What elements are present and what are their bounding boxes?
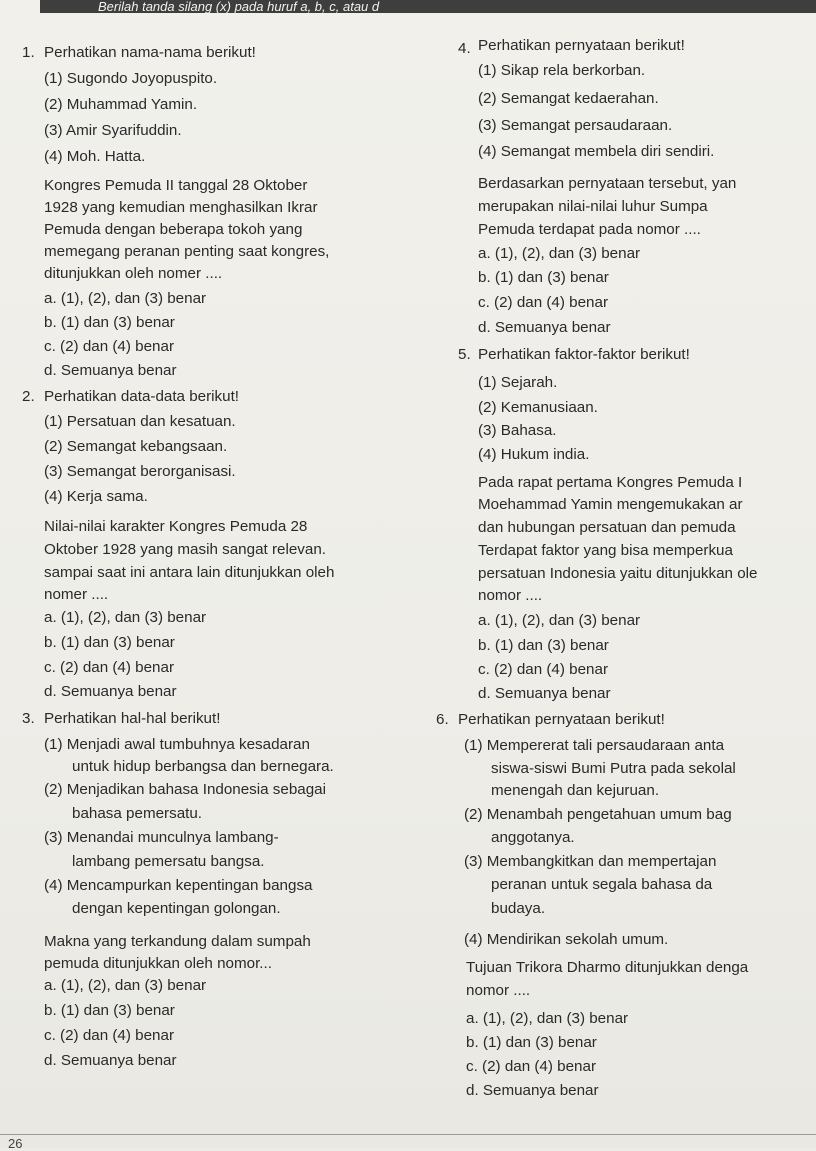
question-paragraph: 1928 yang kemudian menghasilkan Ikrar (44, 199, 318, 216)
list-item-continued: peranan untuk segala bahasa da (491, 876, 713, 893)
question-number: 6. (436, 711, 449, 728)
answer-option-b[interactable]: b. (1) dan (3) benar (44, 1002, 175, 1019)
list-item: (3) Bahasa. (478, 422, 557, 439)
list-item: (4) Mendirikan sekolah umum. (464, 931, 669, 948)
list-item: (3) Membangkitkan dan mempertajan (464, 853, 717, 870)
answer-option-a[interactable]: a. (1), (2), dan (3) benar (44, 977, 207, 994)
question-paragraph: Pemuda terdapat pada nomor .... (478, 221, 701, 238)
answer-option-d[interactable]: d. Semuanya benar (44, 683, 177, 700)
question-paragraph: pemuda ditunjukkan oleh nomor... (44, 955, 272, 972)
footer-divider (0, 1134, 816, 1135)
answer-option-a[interactable]: a. (1), (2), dan (3) benar (478, 245, 641, 262)
list-item-continued: budaya. (491, 900, 546, 917)
question-stem: Perhatikan data-data berikut! (44, 388, 240, 405)
question-number: 4. (458, 40, 471, 57)
list-item: (4) Kerja sama. (44, 488, 148, 505)
list-item: (3) Semangat berorganisasi. (44, 463, 236, 480)
list-item-continued: bahasa pemersatu. (72, 805, 203, 822)
list-item: (1) Sejarah. (478, 374, 558, 391)
question-paragraph: dan hubungan persatuan dan pemuda (478, 519, 736, 536)
answer-option-c[interactable]: c. (2) dan (4) benar (478, 294, 608, 311)
list-item-continued: dengan kepentingan golongan. (72, 900, 281, 917)
question-stem: Perhatikan pernyataan berikut! (478, 37, 685, 54)
question-number: 5. (458, 346, 471, 363)
answer-option-c[interactable]: c. (2) dan (4) benar (466, 1058, 596, 1075)
question-paragraph: Makna yang terkandung dalam sumpah (44, 933, 311, 950)
list-item: (2) Kemanusiaan. (478, 399, 598, 416)
question-paragraph: ditunjukkan oleh nomer .... (44, 265, 223, 282)
question-stem: Perhatikan hal-hal berikut! (44, 710, 221, 727)
list-item: (1) Persatuan dan kesatuan. (44, 413, 236, 430)
question-paragraph: Terdapat faktor yang bisa memperkua (478, 542, 733, 559)
question-paragraph: merupakan nilai-nilai luhur Sumpa (478, 198, 708, 215)
answer-option-d[interactable]: d. Semuanya benar (478, 685, 611, 702)
list-item: (1) Mempererat tali persaudaraan anta (464, 737, 725, 754)
answer-option-a[interactable]: a. (1), (2), dan (3) benar (478, 612, 641, 629)
answer-option-d[interactable]: d. Semuanya benar (466, 1082, 599, 1099)
question-paragraph: nomor .... (478, 587, 543, 604)
question-paragraph: memegang peranan penting saat kongres, (44, 243, 330, 260)
question-paragraph: Pemuda dengan beberapa tokoh yang (44, 221, 303, 238)
list-item-continued: untuk hidup berbangsa dan bernegara. (72, 758, 334, 775)
list-item-continued: anggotanya. (491, 829, 575, 846)
question-number: 3. (22, 710, 35, 727)
list-item-continued: lambang pemersatu bangsa. (72, 853, 265, 870)
list-item: (4) Moh. Hatta. (44, 148, 146, 165)
answer-option-c[interactable]: c. (2) dan (4) benar (44, 1027, 174, 1044)
answer-option-d[interactable]: d. Semuanya benar (478, 319, 611, 336)
answer-option-b[interactable]: b. (1) dan (3) benar (466, 1034, 597, 1051)
answer-option-c[interactable]: c. (2) dan (4) benar (44, 338, 174, 355)
question-stem: Perhatikan faktor-faktor berikut! (478, 346, 690, 363)
list-item: (2) Semangat kebangsaan. (44, 438, 228, 455)
answer-option-d[interactable]: d. Semuanya benar (44, 1052, 177, 1069)
question-number: 1. (22, 44, 35, 61)
list-item: (2) Semangat kedaerahan. (478, 90, 659, 107)
list-item-continued: siswa-siswi Bumi Putra pada sekolal (491, 760, 736, 777)
question-paragraph: nomer .... (44, 586, 109, 603)
answer-option-b[interactable]: b. (1) dan (3) benar (44, 314, 175, 331)
question-paragraph: Oktober 1928 yang masih sangat relevan. (44, 541, 326, 558)
list-item: (1) Menjadi awal tumbuhnya kesadaran (44, 736, 310, 753)
question-paragraph: nomor .... (466, 982, 531, 999)
question-paragraph: Moehammad Yamin mengemukakan ar (478, 496, 743, 513)
list-item: (1) Sugondo Joyopuspito. (44, 70, 218, 87)
question-paragraph: Berdasarkan pernyataan tersebut, yan (478, 175, 737, 192)
list-item: (4) Semangat membela diri sendiri. (478, 143, 715, 160)
question-paragraph: persatuan Indonesia yaitu ditunjukkan ole (478, 565, 758, 582)
question-paragraph: sampai saat ini antara lain ditunjukkan oleh (44, 564, 335, 581)
instruction-banner (40, 0, 816, 13)
page-number: 26 (8, 1136, 23, 1151)
list-item: (1) Sikap rela berkorban. (478, 62, 646, 79)
answer-option-a[interactable]: a. (1), (2), dan (3) benar (44, 609, 207, 626)
question-number: 2. (22, 388, 35, 405)
answer-option-d[interactable]: d. Semuanya benar (44, 362, 177, 379)
list-item: (3) Menandai munculnya lambang- (44, 829, 279, 846)
question-paragraph: Kongres Pemuda II tanggal 28 Oktober (44, 177, 308, 194)
answer-option-a[interactable]: a. (1), (2), dan (3) benar (466, 1010, 629, 1027)
list-item: (4) Mencampurkan kepentingan bangsa (44, 877, 313, 894)
list-item: (3) Amir Syarifuddin. (44, 122, 182, 139)
answer-option-c[interactable]: c. (2) dan (4) benar (478, 661, 608, 678)
question-paragraph: Pada rapat pertama Kongres Pemuda I (478, 474, 743, 491)
question-paragraph: Tujuan Trikora Dharmo ditunjukkan denga (466, 959, 749, 976)
list-item: (2) Muhammad Yamin. (44, 96, 198, 113)
answer-option-a[interactable]: a. (1), (2), dan (3) benar (44, 290, 207, 307)
answer-option-b[interactable]: b. (1) dan (3) benar (44, 634, 175, 651)
list-item: (4) Hukum india. (478, 446, 590, 463)
answer-option-b[interactable]: b. (1) dan (3) benar (478, 269, 609, 286)
question-stem: Perhatikan nama-nama berikut! (44, 44, 256, 61)
instruction-text: Berilah tanda silang (x) pada huruf a, b, c, atau d (98, 0, 380, 13)
list-item: (2) Menambah pengetahuan umum bag (464, 806, 732, 823)
list-item: (2) Menjadikan bahasa Indonesia sebagai (44, 781, 327, 798)
list-item: (3) Semangat persaudaraan. (478, 117, 673, 134)
answer-option-c[interactable]: c. (2) dan (4) benar (44, 659, 174, 676)
answer-option-b[interactable]: b. (1) dan (3) benar (478, 637, 609, 654)
list-item-continued: menengah dan kejuruan. (491, 782, 660, 799)
question-stem: Perhatikan pernyataan berikut! (458, 711, 665, 728)
question-paragraph: Nilai-nilai karakter Kongres Pemuda 28 (44, 518, 308, 535)
